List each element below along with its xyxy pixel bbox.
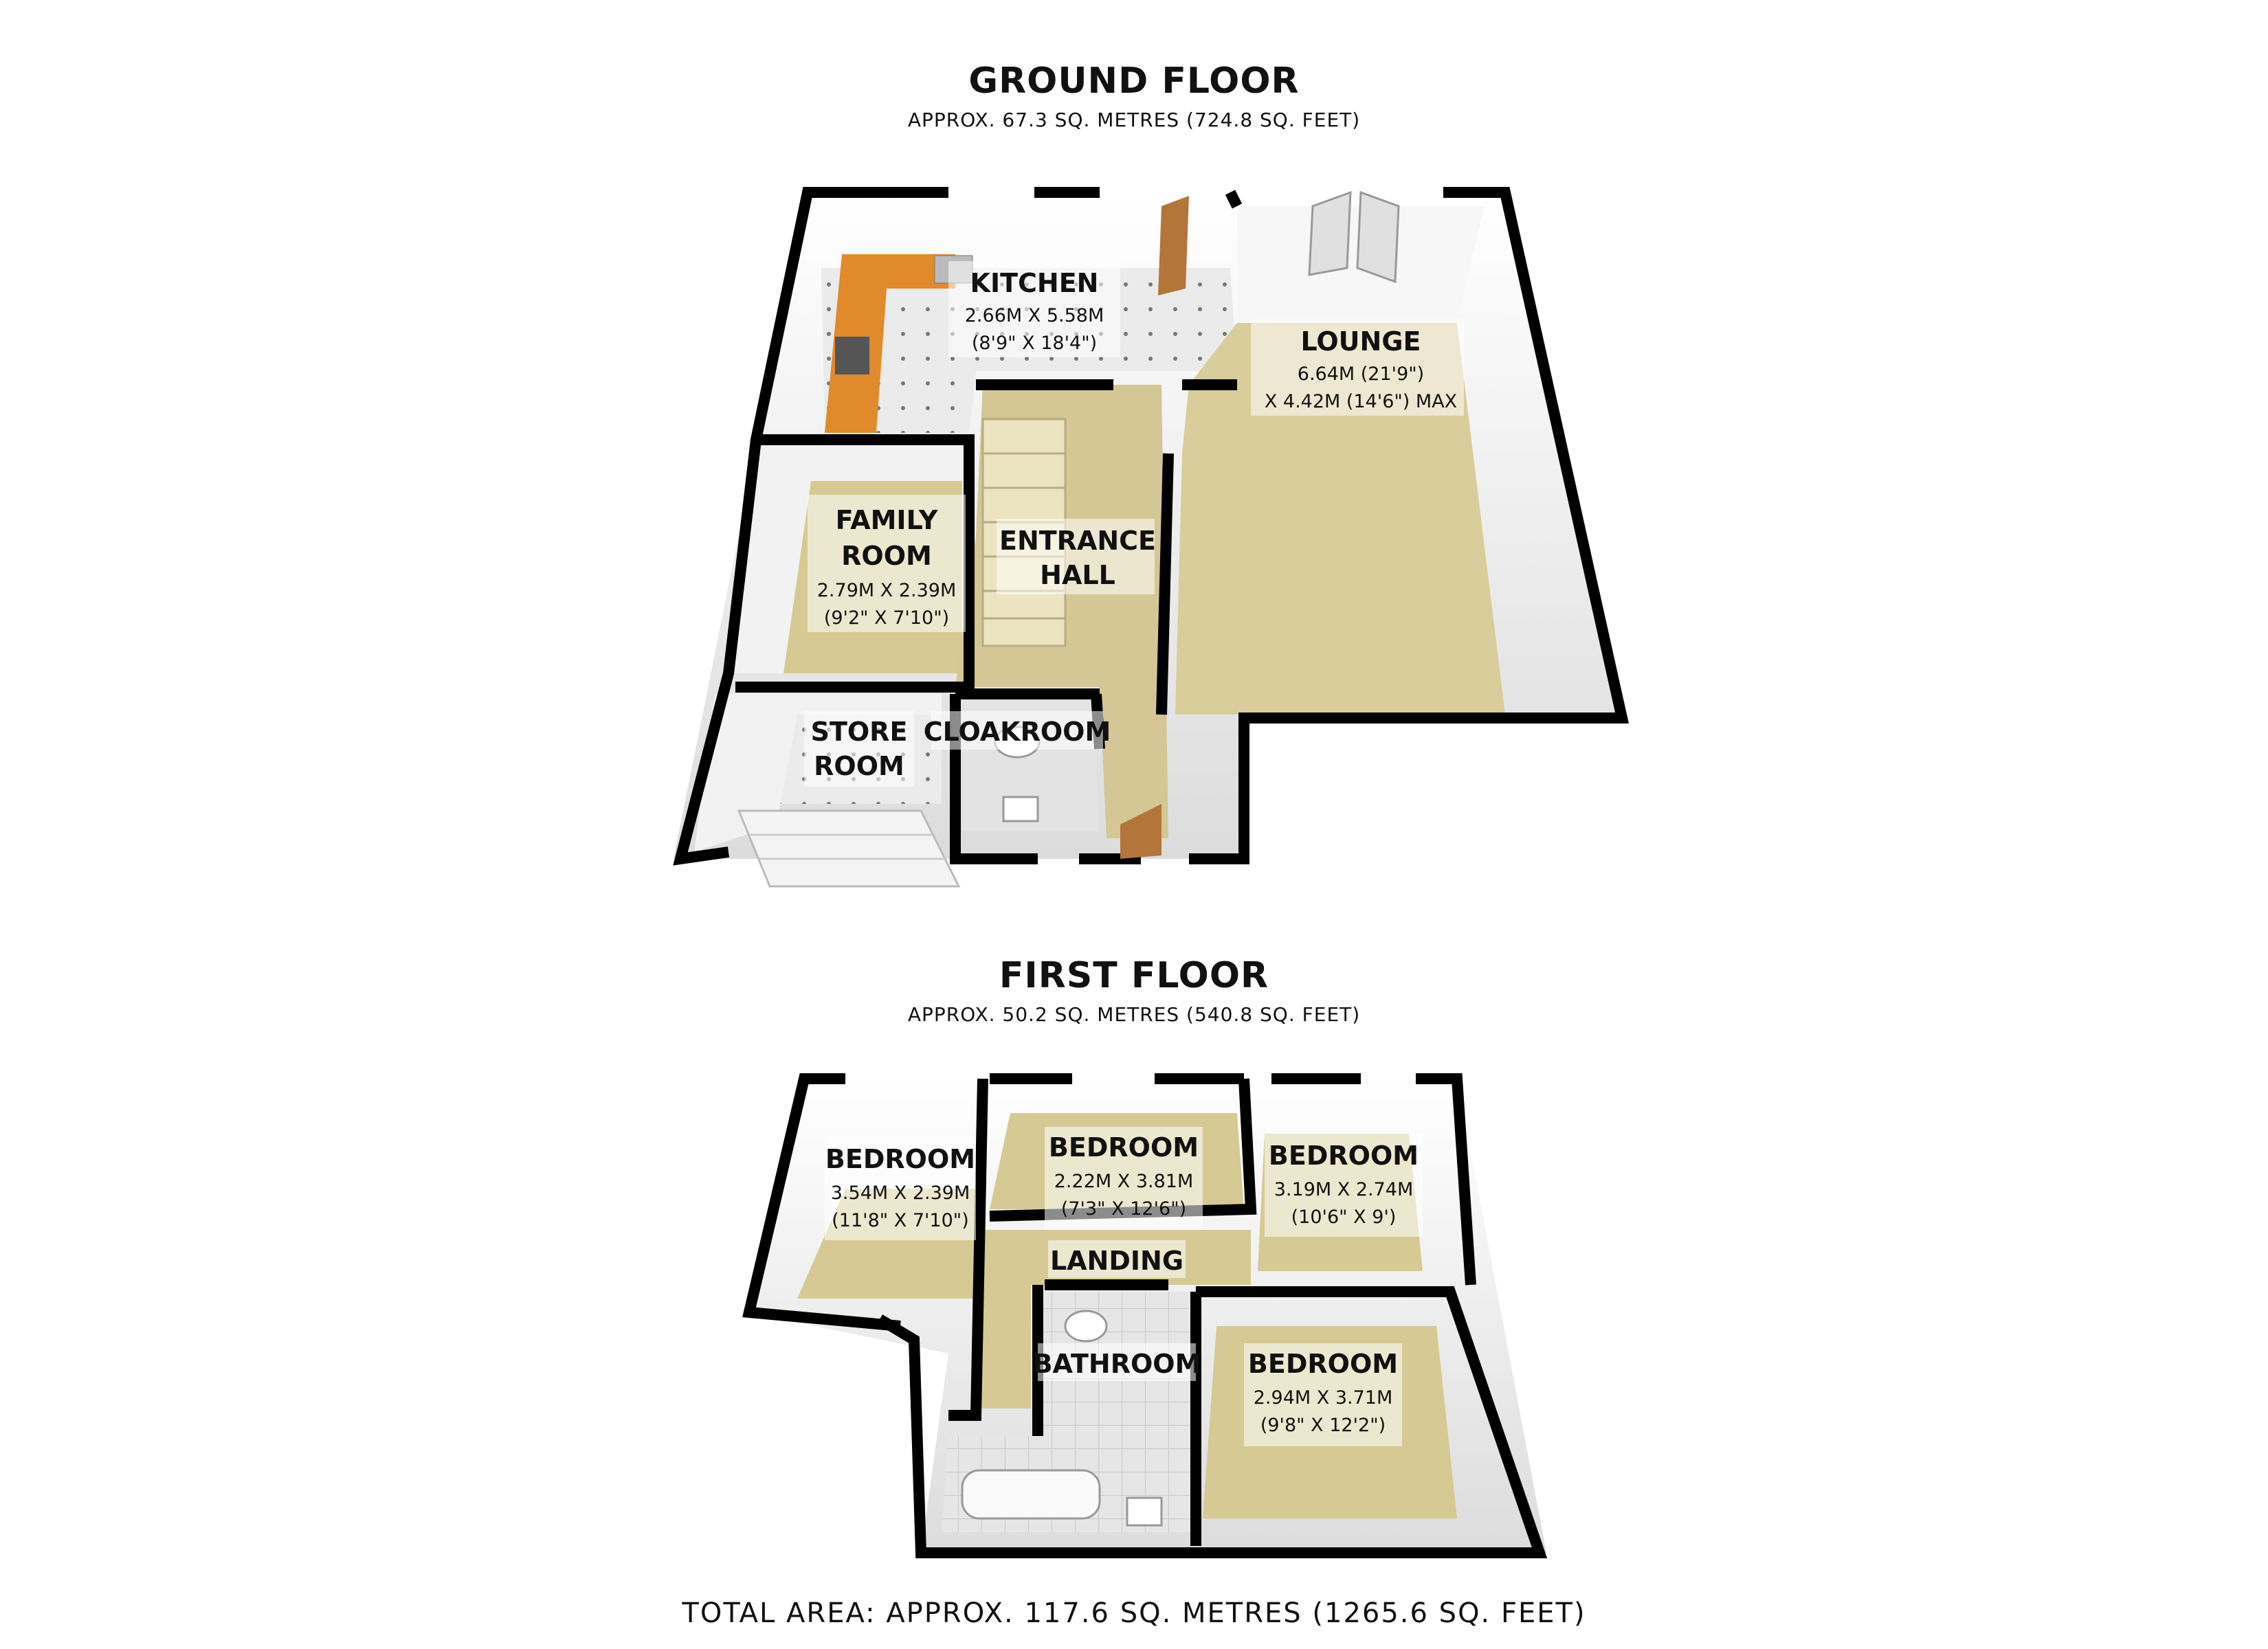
kitchen-dim-imperial: (8'9" X 18'4")	[971, 333, 1098, 354]
cloakroom-name: CLOAKROOM	[923, 717, 1111, 747]
first-floor-area: APPROX. 50.2 SQ. METRES (540.8 SQ. FEET)	[907, 1003, 1361, 1026]
ground-floor-title: GROUND FLOOR	[968, 60, 1300, 102]
basin-icon	[1003, 797, 1038, 821]
landing-label	[1048, 1240, 1186, 1278]
family-room-dim-metric: 2.79M X 2.39M	[816, 580, 957, 601]
bedroom-bottom-label	[1244, 1343, 1402, 1446]
bedroom-middle-dim-metric: 2.22M X 3.81M	[1054, 1171, 1194, 1192]
first-floor-plan	[749, 1079, 1546, 1553]
entrance-hall-label	[997, 519, 1156, 594]
kitchen-name: KITCHEN	[970, 268, 1099, 298]
entrance-hall-name-line2: HALL	[1040, 560, 1115, 590]
lounge-name: LOUNGE	[1300, 326, 1421, 357]
family-room-label	[808, 495, 966, 632]
family-room-name-line2: ROOM	[841, 541, 932, 571]
first-floor-title: FIRST FLOOR	[999, 955, 1269, 996]
bedroom-right-label	[1265, 1134, 1423, 1237]
bedroom-middle-label	[1045, 1127, 1203, 1230]
lounge-label	[1251, 319, 1464, 416]
lounge-dim-line2: X 4.42M (14'6") MAX	[1264, 391, 1458, 412]
store-room-name-line2: ROOM	[814, 751, 904, 781]
bedroom-bottom-name: BEDROOM	[1247, 1349, 1399, 1379]
bedroom-left-dim-imperial: (11'8" X 7'10")	[832, 1210, 969, 1231]
bathroom-label	[1033, 1343, 1201, 1381]
bath-icon	[962, 1470, 1100, 1518]
patio-door-right-icon	[1357, 192, 1399, 282]
kitchen-label	[948, 261, 1120, 357]
bedroom-middle-dim-imperial: (7'3" X 12'6")	[1060, 1198, 1187, 1220]
bedroom-middle-name: BEDROOM	[1048, 1132, 1199, 1163]
landing-name: LANDING	[1049, 1246, 1184, 1276]
bedroom-left-name: BEDROOM	[825, 1144, 976, 1174]
hob-icon	[835, 337, 869, 374]
family-room-name-line1: FAMILY	[835, 505, 938, 535]
lounge-dim-line1: 6.64M (21'9")	[1297, 363, 1425, 385]
bedroom-bottom-dim-imperial: (9'8" X 12'2")	[1260, 1415, 1386, 1436]
store-room-label	[804, 711, 914, 787]
bedroom-left-dim-metric: 3.54M X 2.39M	[830, 1182, 970, 1204]
bedroom-right-dim-metric: 3.19M X 2.74M	[1274, 1179, 1414, 1200]
garage-door	[739, 811, 959, 886]
bathroom-basin-icon	[1127, 1498, 1161, 1525]
bedroom-right-name: BEDROOM	[1268, 1141, 1419, 1171]
patio-door-left-icon	[1309, 192, 1350, 275]
ground-floor-area: APPROX. 67.3 SQ. METRES (724.8 SQ. FEET)	[907, 109, 1361, 131]
bathroom-name: BATHROOM	[1032, 1349, 1201, 1379]
store-room-name-line1: STORE	[810, 717, 908, 747]
bathroom-toilet-icon	[1065, 1311, 1107, 1341]
bedroom-bottom-dim-metric: 2.94M X 3.71M	[1253, 1387, 1393, 1409]
entrance-hall-name-line1: ENTRANCE	[999, 526, 1156, 556]
cloakroom-label	[924, 711, 1111, 750]
family-room-dim-imperial: (9'2" X 7'10")	[823, 607, 950, 629]
kitchen-door-icon	[1158, 196, 1189, 295]
ground-floor-plan	[674, 192, 1622, 886]
bedroom-left-label	[825, 1137, 976, 1240]
kitchen-dim-metric: 2.66M X 5.58M	[964, 305, 1104, 326]
total-area: TOTAL AREA: APPROX. 117.6 SQ. METRES (1265.6 SQ. FEET)	[682, 1597, 1586, 1629]
bedroom-right-dim-imperial: (10'6" X 9')	[1291, 1207, 1397, 1228]
